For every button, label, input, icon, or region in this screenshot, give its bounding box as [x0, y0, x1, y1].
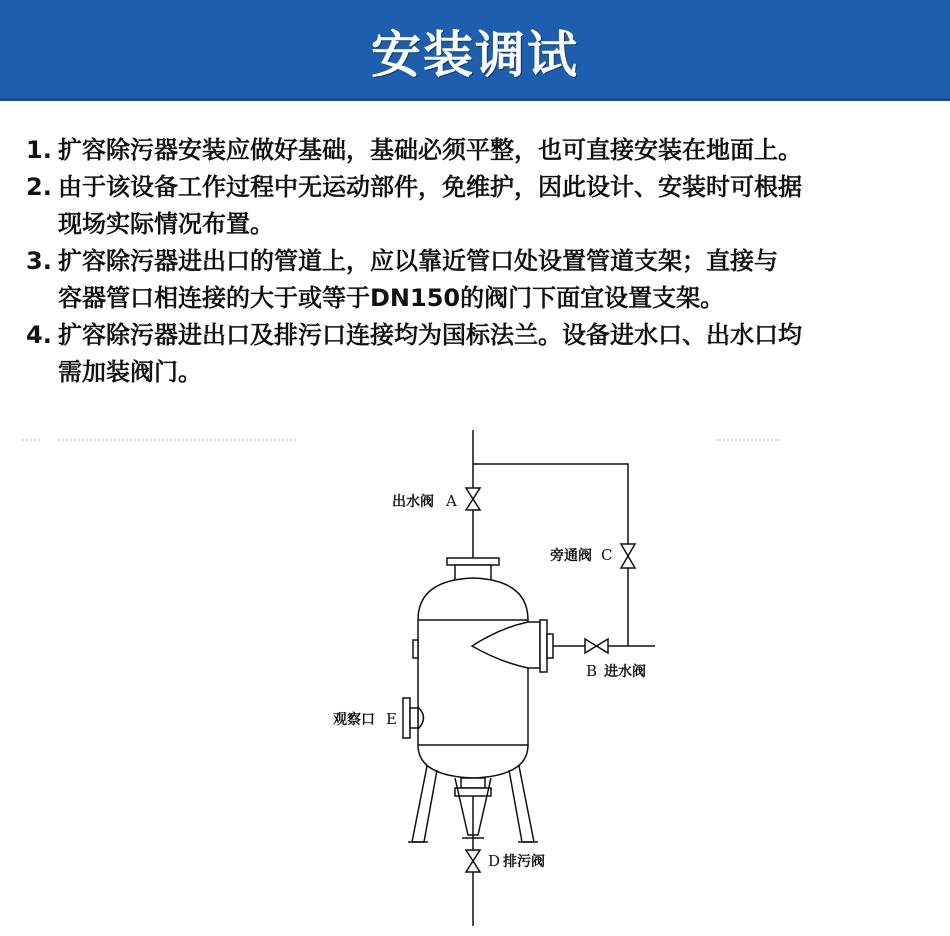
step-number: 3.	[26, 247, 52, 275]
valve-b-name: 进水阀	[604, 664, 646, 680]
valve-a-name: 出水阀	[392, 494, 434, 510]
valve-b-icon	[585, 639, 608, 653]
step-line: 扩容除污器进出口的管道上，应以靠近管口处设置管道支架；直接与	[58, 247, 778, 275]
step-number: 2.	[26, 173, 52, 201]
step-number: 4.	[26, 321, 52, 349]
support-leg	[412, 766, 437, 842]
port-e-letter: E	[386, 710, 397, 728]
valve-b-letter: B	[586, 662, 598, 680]
bottom-nozzle	[461, 778, 485, 788]
valve-d-icon	[466, 850, 480, 872]
valve-c-name: 旁通阀	[550, 548, 592, 564]
bypass-pipe	[473, 464, 628, 544]
inlet-nozzle	[547, 634, 553, 658]
inlet-flange	[540, 620, 547, 672]
valve-c-icon	[621, 544, 635, 568]
step-line: 现场实际情况布置。	[58, 210, 274, 238]
observation-nozzle	[410, 708, 418, 728]
support-leg	[509, 766, 534, 842]
step-line: 需加装阀门。	[58, 358, 202, 386]
port-e-name: 观察口	[333, 712, 375, 728]
step-line: 扩容除污器进出口及排污口连接均为国标法兰。设备进水口、出水口均	[58, 321, 802, 349]
observation-flange	[403, 698, 410, 738]
bottom-flange	[455, 788, 491, 796]
side-nozzle	[413, 640, 418, 658]
valve-a-letter: A	[446, 492, 457, 510]
vessel-body	[418, 578, 528, 778]
step-line: 扩容除污器安装应做好基础，基础必须平整，也可直接安装在地面上。	[58, 136, 802, 164]
valve-a-icon	[466, 488, 480, 510]
valve-c-letter: C	[601, 546, 613, 564]
page-title: 安装调试	[371, 25, 579, 84]
top-flange	[447, 558, 499, 565]
valve-d-letter: D	[488, 852, 501, 870]
step-number: 1.	[26, 136, 52, 164]
step-line: 容器管口相连接的大于或等于DN150的阀门下面宜设置支架。	[58, 284, 725, 312]
step-line: 由于该设备工作过程中无运动部件，免维护，因此设计、安装时可根据	[58, 173, 802, 201]
valve-d-name: 排污阀	[503, 854, 545, 870]
